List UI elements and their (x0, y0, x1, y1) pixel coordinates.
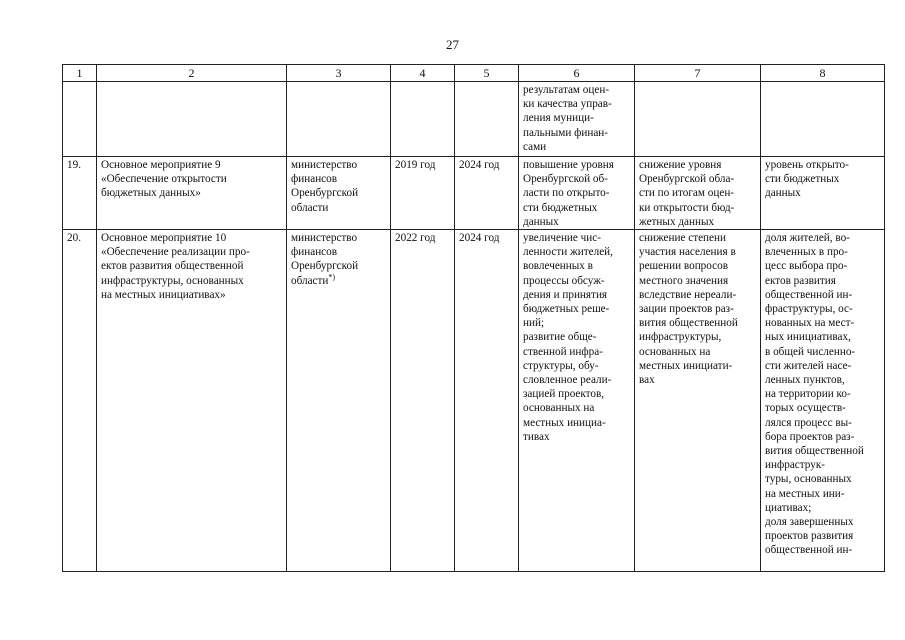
end-year: 2024 год (455, 230, 519, 572)
header-col-5: 5 (455, 65, 519, 82)
activity-text: Основное мероприятие 9 «Обеспечение открытости бюджетных данных» (101, 159, 227, 200)
activity-cell (97, 157, 287, 230)
consequences-text: снижение степени участия населения в решении вопросов местного значения вследствие нереали- зации проектов раз- вития общественной инфраструктуры, основанных на местных инициати- вах (639, 232, 738, 387)
header-col-2: 2 (97, 65, 287, 82)
cell-result-continuation (519, 82, 635, 157)
executor-text: министерство финансов Оренбургской области (291, 159, 359, 214)
executor-cell (287, 230, 391, 572)
result-cell (519, 230, 635, 572)
header-col-7: 7 (635, 65, 761, 82)
result-text: увеличение чис- ленности жителей, вовлеченных в процессы обсуж- дения и принятия бюджетных реше- ний; развитие обще- ственной инфра- структуры, обу- словленное реали- зацией проектов, основанных на местных инициа- тивах (523, 232, 613, 443)
header-col-3: 3 (287, 65, 391, 82)
result-continuation-text: результатам оцен- ки качества управ- ления муници- пальными финан- сами (523, 84, 612, 153)
consequences-cell (635, 230, 761, 572)
page-number: 27 (446, 37, 459, 52)
table-row-continuation (63, 82, 885, 157)
row-number: 20. (63, 230, 97, 572)
activity-cell (97, 230, 287, 572)
activities-table (62, 64, 885, 572)
consequences-cell (635, 157, 761, 230)
cell-empty (287, 82, 391, 157)
cell-empty (455, 82, 519, 157)
header-col-1: 1 (63, 65, 97, 82)
cell-empty (97, 82, 287, 157)
indicator-cell (761, 230, 885, 572)
end-year: 2024 год (455, 157, 519, 230)
row-number: 19. (63, 157, 97, 230)
table-row (63, 230, 885, 572)
indicator-text: уровень открыто- сти бюджетных данных (765, 159, 849, 200)
table-row (63, 157, 885, 230)
indicator-text: доля жителей, во- влеченных в про- цесс выбора про- ектов развития общественной ин- фраструктуры, ос- нованных на мест- ных инициативах, в общей численно- сти жителей насе- ленных пунктов, на территории ко- торых осуществ- лялся процесс вы- бора проектов раз- вития общественной инфраструк- туры, основанных на местных ини- циативах; доля завершенных проектов развития общественной ин- (765, 232, 864, 557)
activity-text: Основное мероприятие 10 «Обеспечение реализации про- ектов развития общественной инфраструктуры, основанных на местных инициативах» (101, 232, 250, 301)
start-year: 2019 год (391, 157, 455, 230)
header-row (63, 65, 885, 82)
header-col-4: 4 (391, 65, 455, 82)
cell-empty (761, 82, 885, 157)
cell-empty (635, 82, 761, 157)
indicator-cell (761, 157, 885, 230)
result-cell (519, 157, 635, 230)
start-year: 2022 год (391, 230, 455, 572)
result-text: повышение уровня Оренбургской об- ласти по открыто- сти бюджетных данных (523, 159, 614, 228)
header-col-6: 6 (519, 65, 635, 82)
executor-text: министерство финансов Оренбургской области (291, 232, 359, 287)
cell-empty (391, 82, 455, 157)
header-col-8: 8 (761, 65, 885, 82)
executor-cell (287, 157, 391, 230)
footnote-marker: *) (328, 271, 336, 281)
cell-empty (63, 82, 97, 157)
consequences-text: снижение уровня Оренбургской обла- сти по итогам оцен- ки открытости бюд- жетных данных (639, 159, 735, 228)
